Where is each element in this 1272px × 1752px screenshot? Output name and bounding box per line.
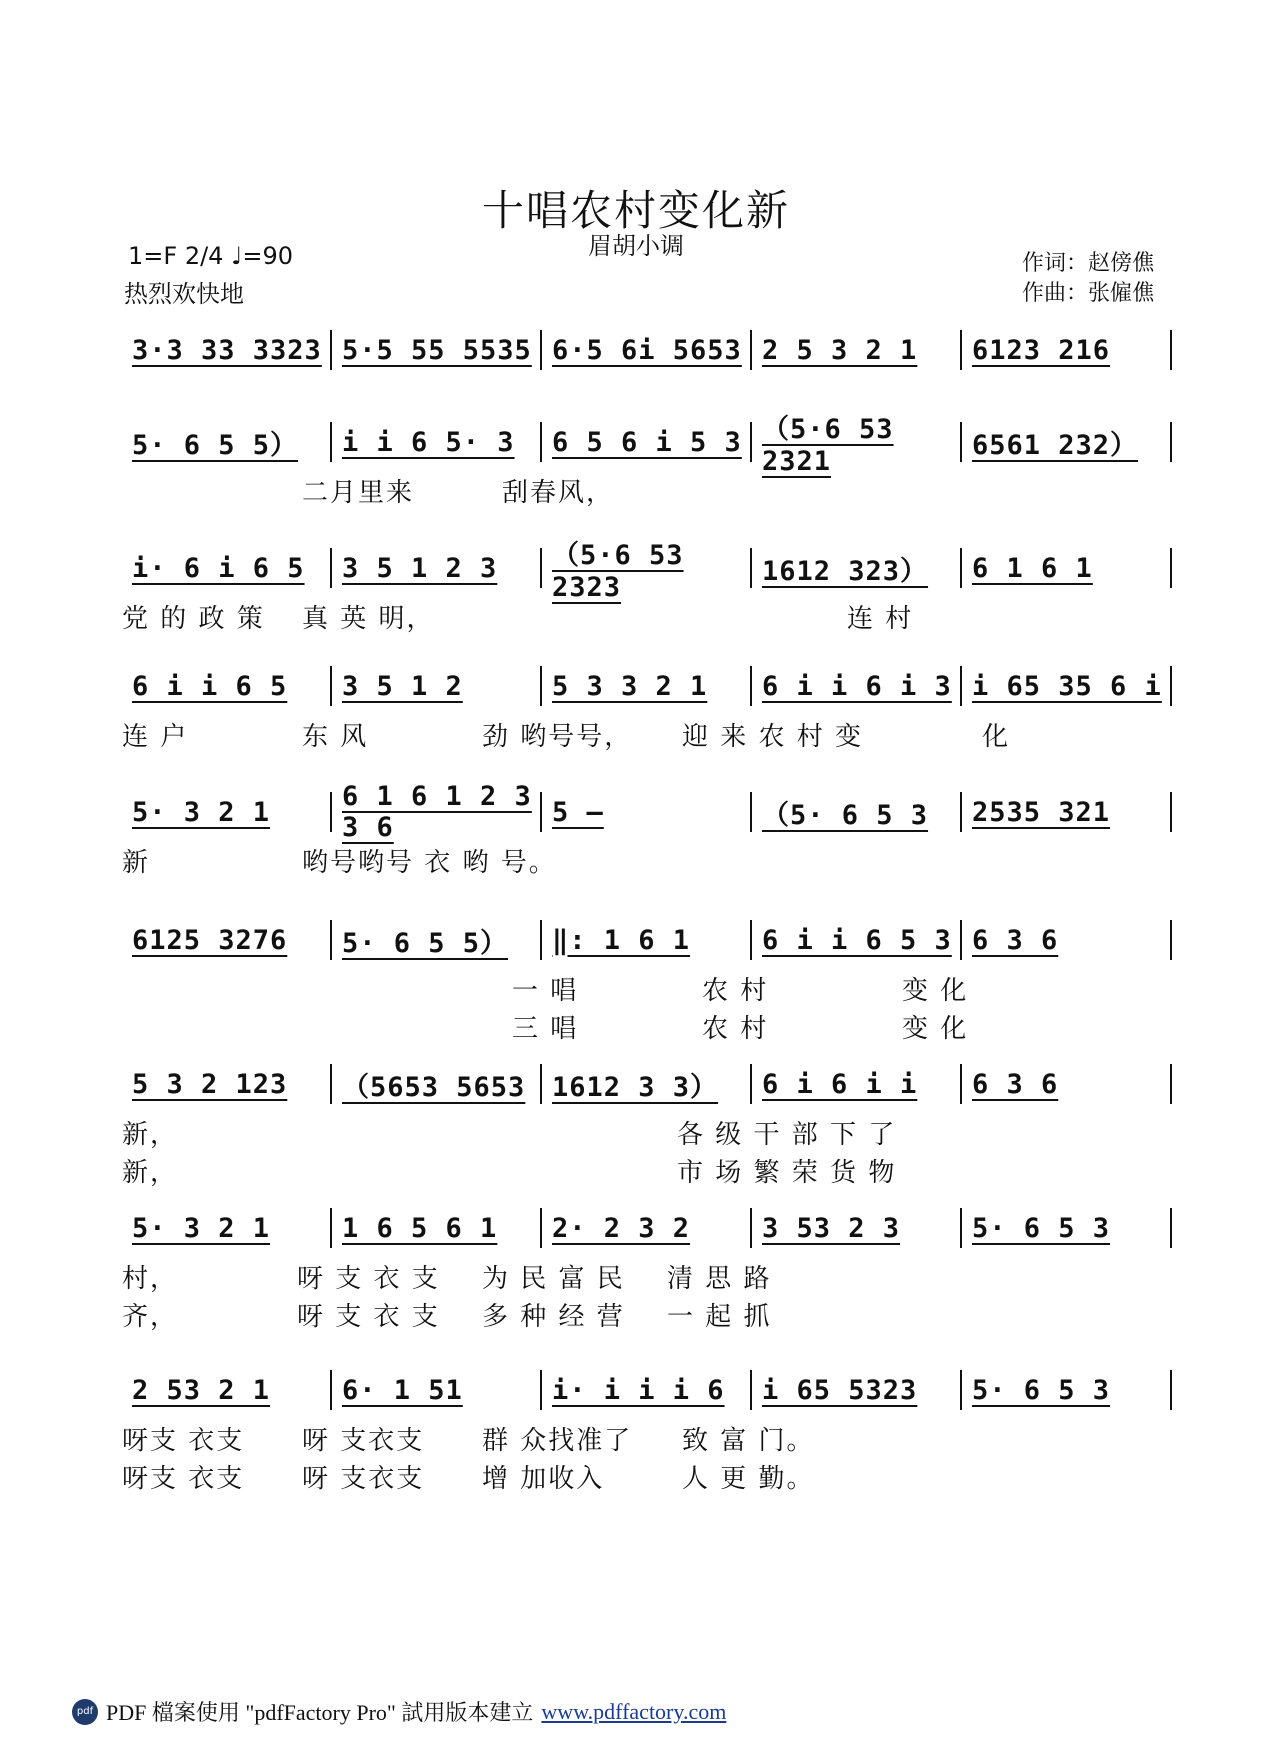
measure-notes: 5· 6 5 3 — [972, 1212, 1111, 1244]
measure — [332, 1368, 542, 1412]
lyric-row — [122, 842, 1172, 878]
measure — [752, 1062, 962, 1106]
measure-notes: 1 6 5 6 1 — [342, 1212, 498, 1244]
lyric-row — [122, 598, 1172, 634]
measure — [752, 1368, 962, 1412]
lyric-text: 呀 支衣支 — [302, 1464, 425, 1494]
measure-notes: 2 53 2 1 — [132, 1374, 271, 1406]
measure — [332, 1062, 542, 1106]
measure-notes: i· i i i 6 — [552, 1374, 725, 1406]
composer-credit: 作曲：张僱僬 — [1021, 281, 1154, 306]
measure — [962, 1062, 1172, 1106]
bar-line — [1170, 666, 1172, 706]
lyric-text: 二月里来 — [302, 478, 415, 508]
lyric-text: 多 种 经 营 — [482, 1302, 625, 1332]
measure-notes: 3 5 1 2 3 — [342, 552, 498, 584]
notation-row — [122, 664, 1172, 708]
lyric-text: 呀 支衣支 — [302, 1426, 425, 1456]
measure — [542, 1368, 752, 1412]
measure — [122, 328, 332, 372]
lyric-row — [122, 1258, 1172, 1294]
bar-line — [1170, 1370, 1172, 1410]
measure — [962, 790, 1172, 834]
lyric-row — [122, 970, 1172, 1006]
lyric-text: 党 的 政 策 — [122, 604, 265, 634]
measure — [542, 540, 752, 603]
lyric-text: 为 民 富 民 — [482, 1264, 625, 1294]
measure-notes: 6123 216 — [972, 334, 1111, 366]
measure — [332, 420, 542, 464]
measure — [542, 328, 752, 372]
bar-line — [1170, 1064, 1172, 1104]
measure-notes: （5653 5653 — [342, 1071, 526, 1103]
measure-notes: ‖: 1 6 1 — [552, 924, 691, 956]
measure-notes: 6 i i 6 5 3 — [762, 924, 952, 956]
lyric-row — [122, 472, 1172, 508]
measure — [332, 918, 542, 962]
bar-line — [1170, 920, 1172, 960]
footer-link[interactable]: www.pdffactory.com — [541, 1698, 727, 1724]
measure — [752, 546, 962, 590]
lyric-text: 刮春风， — [502, 478, 615, 508]
measure-notes: 6 i i 6 5 — [132, 670, 288, 702]
lyric-text: 清 思 路 — [667, 1264, 772, 1294]
measure — [122, 664, 332, 708]
measure — [752, 664, 962, 708]
measure-notes: 5· 3 2 1 — [132, 796, 271, 828]
bar-line — [1170, 1208, 1172, 1248]
song-subtitle: 眉胡小调 — [588, 232, 684, 260]
lyric-text: 农 村 — [702, 976, 769, 1006]
measure — [752, 1206, 962, 1250]
measure-notes: i i 6 5· 3 — [342, 426, 515, 458]
measure — [332, 546, 542, 590]
lyric-text: 呀支 衣支 — [122, 1464, 245, 1494]
measure — [332, 1206, 542, 1250]
measure-notes: 3·3 33 3323 — [132, 334, 322, 366]
measure — [752, 328, 962, 372]
bar-line — [1170, 330, 1172, 370]
measure-notes: 5· 6 5 3 — [972, 1374, 1111, 1406]
measure-notes: （5· 6 5 3 — [762, 799, 929, 831]
measure — [542, 664, 752, 708]
measure — [542, 1206, 752, 1250]
lyric-text: 变 化 — [902, 976, 969, 1006]
notation-row — [122, 540, 1172, 603]
measure-notes: 5 3 2 123 — [132, 1068, 288, 1100]
lyric-text: 农 村 — [702, 1014, 769, 1044]
lyric-text: 呀支 衣支 — [122, 1426, 245, 1456]
measure-notes: 5 – — [552, 796, 604, 828]
bar-line — [1170, 422, 1172, 462]
lyric-text: 人 更 勤。 — [682, 1464, 815, 1494]
measure — [122, 790, 332, 834]
lyric-text: 增 加收入 — [482, 1464, 605, 1494]
notation-row — [122, 328, 1172, 372]
lyric-row — [122, 1114, 1172, 1150]
measure — [122, 918, 332, 962]
bar-line — [1170, 548, 1172, 588]
measure-notes: 5 3 3 2 1 — [552, 670, 708, 702]
measure — [122, 1206, 332, 1250]
song-title: 十唱农村变化新 — [481, 186, 790, 235]
measure — [542, 1062, 752, 1106]
lyric-text: 新， — [122, 1158, 179, 1188]
measure-notes: 3 5 1 2 — [342, 670, 463, 702]
notation-row — [122, 414, 1172, 477]
measure — [752, 918, 962, 962]
lyric-text: 迎 来 农 村 变 — [682, 722, 864, 752]
lyric-row — [122, 1420, 1172, 1456]
footer — [72, 1696, 726, 1727]
measure — [752, 790, 962, 834]
measure-notes: 6561 232） — [972, 429, 1139, 461]
notation-row — [122, 1206, 1172, 1250]
lyric-text: 各 级 干 部 下 了 — [677, 1120, 897, 1150]
measure-notes: 5· 6 5 5） — [132, 429, 299, 461]
lyric-row — [122, 1152, 1172, 1188]
measure — [962, 546, 1172, 590]
footer-text: PDF 檔案使用 "pdfFactory Pro" 試用版本建立 — [106, 1700, 534, 1725]
lyric-text: 呀 支 衣 支 — [297, 1302, 440, 1332]
measure-notes: 6 1 6 1 — [972, 552, 1093, 584]
measure-notes: 6 3 6 — [972, 924, 1059, 956]
measure — [962, 328, 1172, 372]
lyric-row — [122, 1008, 1172, 1044]
measure — [332, 664, 542, 708]
lyric-text: 一 唱 — [512, 976, 579, 1006]
measure-notes: 2· 2 3 2 — [552, 1212, 691, 1244]
measure — [542, 918, 752, 962]
key-signature: 1=F 2/4 ♩=90 — [128, 242, 294, 270]
lyric-text: 市 场 繁 荣 货 物 — [677, 1158, 897, 1188]
measure-notes: i· 6 i 6 5 — [132, 552, 305, 584]
measure — [332, 781, 542, 843]
notation-row — [122, 781, 1172, 843]
measure-notes: 1612 323） — [762, 555, 929, 587]
measure-notes: i 65 35 6 i — [972, 670, 1162, 702]
measure — [962, 664, 1172, 708]
measure — [332, 328, 542, 372]
measure-notes: 5· 3 2 1 — [132, 1212, 271, 1244]
measure-notes: 2 5 3 2 1 — [762, 334, 918, 366]
measure-notes: 6125 3276 — [132, 924, 288, 956]
lyric-text: 真 英 明， — [302, 604, 435, 634]
lyric-text: 东 风 — [302, 722, 369, 752]
measure — [752, 414, 962, 477]
notation-row — [122, 1368, 1172, 1412]
lyric-text: 群 众找准了 — [482, 1426, 633, 1456]
lyric-text: 连 村 — [847, 604, 914, 634]
measure — [122, 546, 332, 590]
measure-notes: （5·6 53 2321 — [762, 414, 894, 477]
measure — [962, 1368, 1172, 1412]
lyric-text: 劲 哟号号， — [482, 722, 633, 752]
measure-notes: 5· 6 5 5） — [342, 927, 509, 959]
lyric-text: 一 起 抓 — [667, 1302, 772, 1332]
measure-notes: 2535 321 — [972, 796, 1111, 828]
bar-line — [1170, 792, 1172, 832]
lyric-text: 新， — [122, 1120, 179, 1150]
measure — [542, 420, 752, 464]
lyric-text: 新 — [122, 848, 151, 878]
measure-notes: 5·5 55 5535 — [342, 334, 532, 366]
measure — [542, 790, 752, 834]
lyric-text: 呀 支 衣 支 — [297, 1264, 440, 1294]
measure-notes: 6 i i 6 i 3 — [762, 670, 952, 702]
lyric-text: 三 唱 — [512, 1014, 579, 1044]
measure-notes: 1612 3 3） — [552, 1071, 719, 1103]
lyric-row — [122, 1296, 1172, 1332]
lyric-row — [122, 716, 1172, 752]
measure-notes: i 65 5323 — [762, 1374, 918, 1406]
lyricist-credit: 作词：赵傍僬 — [1021, 251, 1154, 276]
measure — [962, 420, 1172, 464]
measure — [122, 1368, 332, 1412]
notation-row — [122, 918, 1172, 962]
notation-row — [122, 1062, 1172, 1106]
lyric-row — [122, 1458, 1172, 1494]
measure-notes: （5·6 53 2323 — [552, 540, 684, 603]
expression-marking: 热烈欢快地 — [124, 280, 244, 308]
lyric-text: 齐， — [122, 1302, 179, 1332]
measure — [962, 1206, 1172, 1250]
measure-notes: 3 53 2 3 — [762, 1212, 901, 1244]
lyric-text: 连 户 — [122, 722, 189, 752]
measure — [122, 1062, 332, 1106]
lyric-text: 致 富 门。 — [682, 1426, 815, 1456]
measure — [122, 420, 332, 464]
measure-notes: 6·5 6i 5653 — [552, 334, 742, 366]
measure-notes: 6 i 6 i i — [762, 1068, 918, 1100]
lyric-text: 哟号哟号 衣 哟 号。 — [302, 848, 557, 878]
lyric-text: 化 — [982, 722, 1011, 752]
measure-notes: 6 5 6 i 5 3 — [552, 426, 742, 458]
pdf-icon: pdf — [72, 1699, 98, 1725]
measure-notes: 6 1 6 1 2 3 3 6 — [342, 781, 532, 843]
measure — [962, 918, 1172, 962]
measure-notes: 6 3 6 — [972, 1068, 1059, 1100]
measure-notes: 6· 1 51 — [342, 1374, 463, 1406]
lyric-text: 村， — [122, 1264, 179, 1294]
lyric-text: 变 化 — [902, 1014, 969, 1044]
